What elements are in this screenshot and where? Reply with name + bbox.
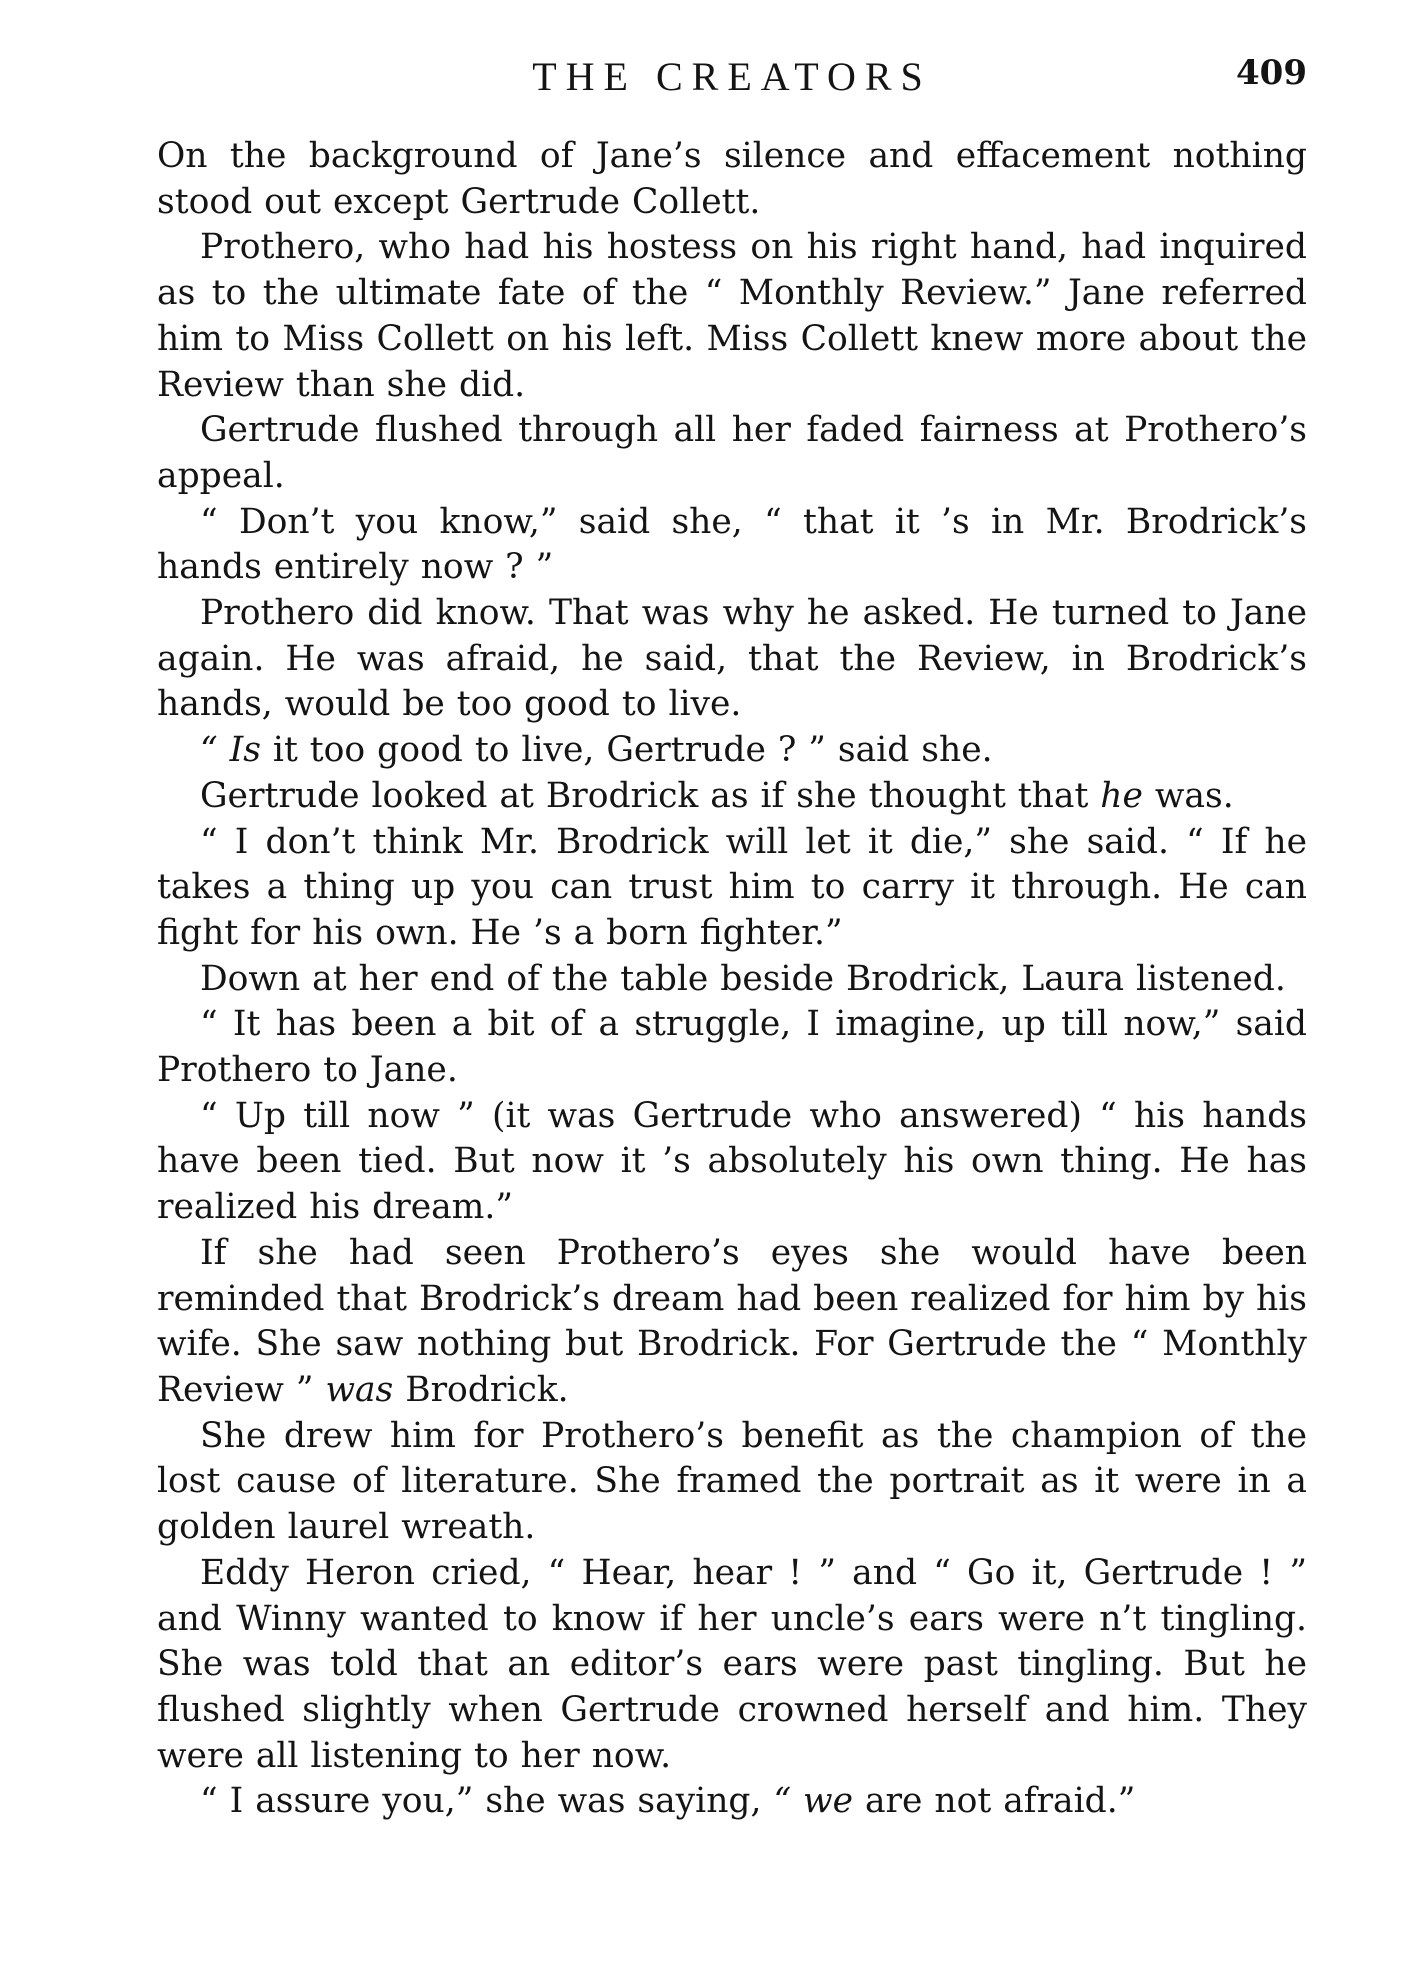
paragraph: If she had seen Prothero’s eyes she would have been reminded that Brodrick’s dream had been realized for him by his wife. She saw nothing but Brodrick. For Gertrude the “ Monthly Review ” was Brodrick. — [157, 1232, 1307, 1410]
body-text — [157, 134, 1307, 1825]
paragraph: “ I assure you,” she was saying, “ we are not afraid.” — [200, 1781, 1136, 1822]
paragraph: “ Up till now ” (it was Gertrude who answered) “ his hands have been tied. But now it ’s absolutely his own thing. He has realized his dream.” — [157, 1095, 1307, 1228]
italic-text: “ Is — [200, 730, 261, 771]
paragraph: She drew him for Prothero’s benefit as the champion of the lost cause of literature. She framed the portrait as it were in a golden laurel wreath. — [157, 1415, 1307, 1548]
paragraph: “ It has been a bit of a struggle, I imagine, up till now,” said Prothero to Jane. — [157, 1004, 1307, 1091]
paragraph: Eddy Heron cried, “ Hear, hear ! ” and “ Go it, Gertrude ! ” and Winny wanted to know if her uncle’s ears were n’t tingling. She was told that an editor’s ears were past tingling. But he flushed slightly when Gertrude crowned herself and him. They were all listening to her now. — [157, 1552, 1307, 1776]
italic-text: was — [325, 1369, 394, 1410]
italic-text: he — [1100, 775, 1143, 816]
paragraph: “ Is it too good to live, Gertrude ? ” said she. — [200, 730, 993, 771]
page-number: 409 — [1236, 53, 1307, 93]
paragraph: Prothero, who had his hostess on his right hand, had inquired as to the ultimate fate of the “ Monthly Review.” Jane referred him to Miss Collett on his left. Miss Collett knew more about the Review than she did. — [157, 227, 1307, 405]
paragraph: “ Don’t you know,” said she, “ that it ’s in Mr. Brodrick’s hands entirely now ? ” — [157, 501, 1307, 588]
paragraph: Gertrude flushed through all her faded fairness at Prothero’s appeal. — [157, 410, 1307, 496]
paragraph: Prothero did know. That was why he asked. He turned to Jane again. He was afraid, he said, that the Review, in Brodrick’s hands, would be too good to live. — [157, 593, 1307, 725]
paragraph: Gertrude looked at Brodrick as if she thought that he was. — [200, 775, 1234, 816]
paragraph: Down at her end of the table beside Brodrick, Laura listened. — [200, 958, 1286, 999]
paragraph: “ I don’t think Mr. Brodrick will let it die,” she said. “ If he takes a thing up you can trust him to carry it through. He can fight for his own. He ’s a born fighter.” — [157, 821, 1307, 953]
running-title: THE CREATORS — [532, 54, 932, 99]
italic-text: “ we — [773, 1781, 853, 1822]
paragraph: On the background of Jane’s silence and effacement nothing stood out except Gertrude Collett. — [157, 136, 1307, 222]
running-head — [157, 52, 1307, 102]
